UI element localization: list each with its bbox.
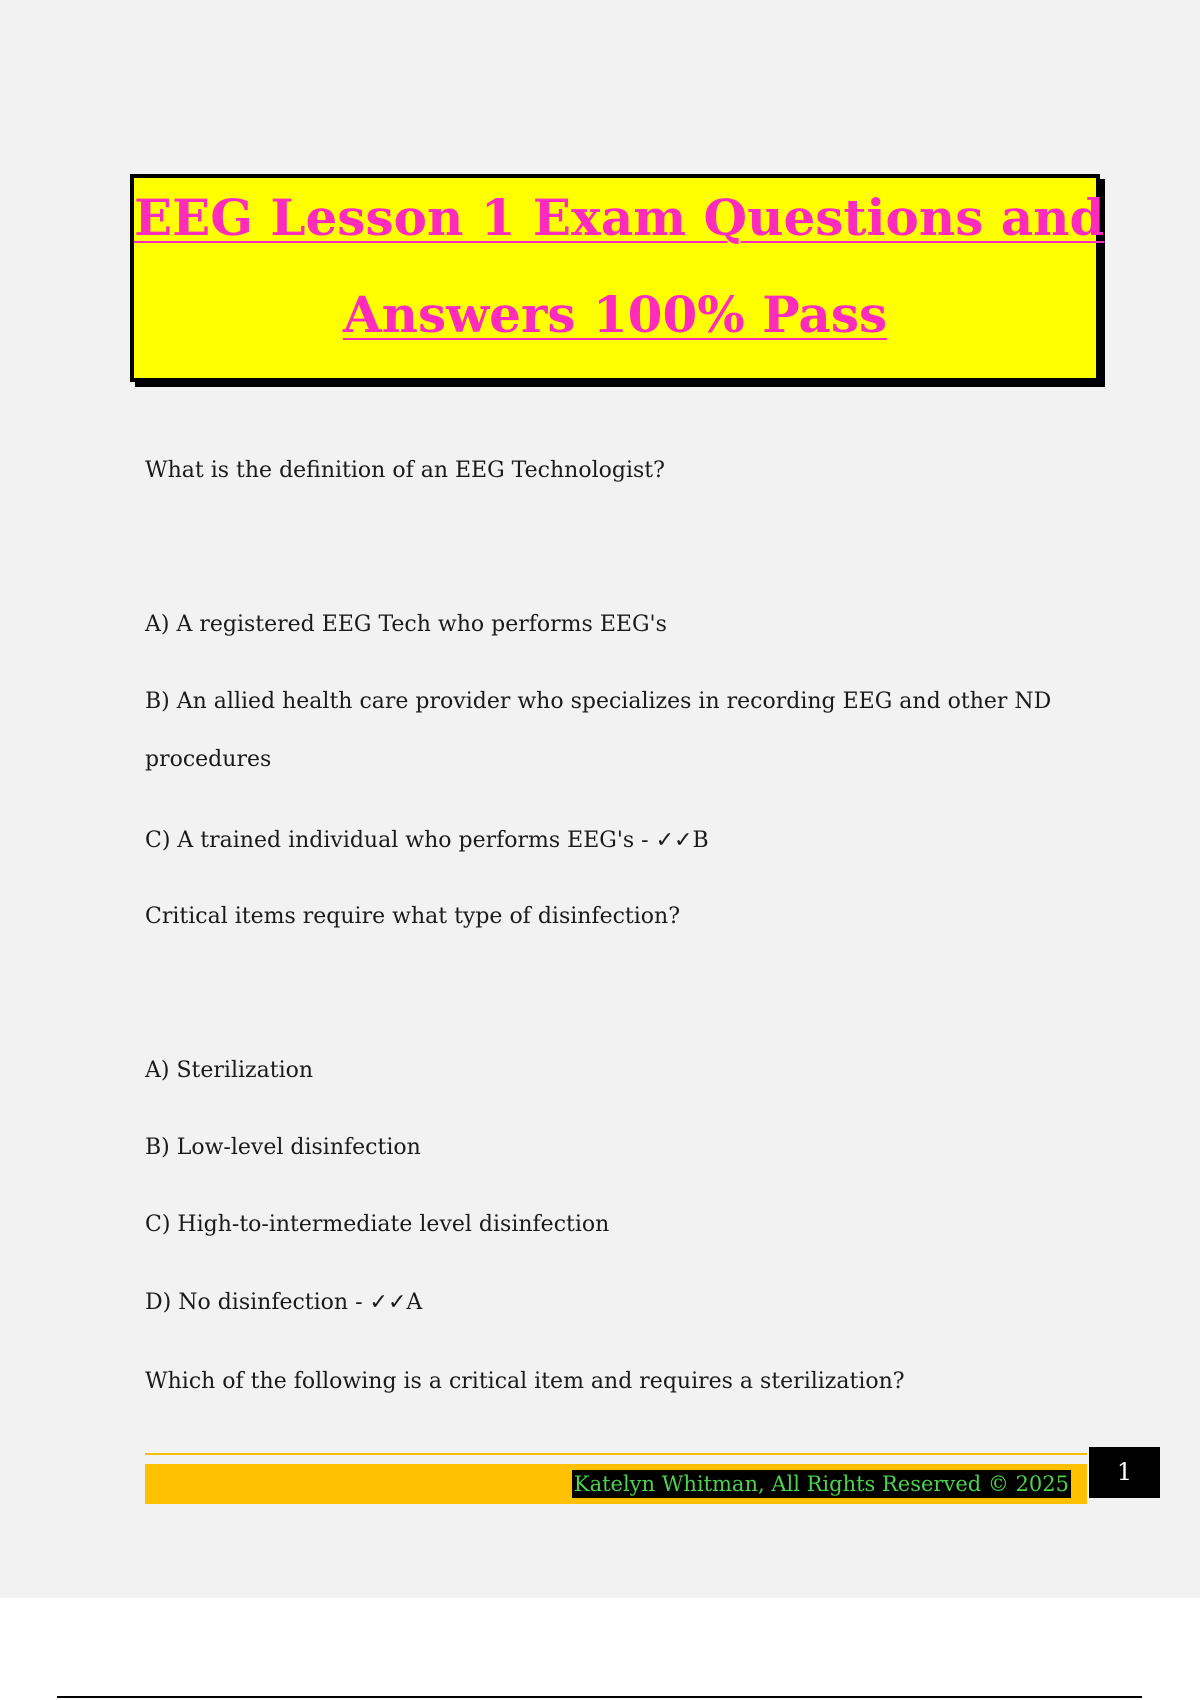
page-number: 1 <box>1089 1447 1160 1498</box>
footer-copyright: Katelyn Whitman, All Rights Reserved © 2025 <box>573 1472 1069 1496</box>
question-1-option-a: A) A registered EEG Tech who performs EEG's <box>145 612 667 637</box>
question-1-option-c-answer: C) A trained individual who performs EEG's - ✓✓B <box>145 828 709 853</box>
page-bottom-divider <box>57 1696 1142 1698</box>
document-title-line-2: Answers 100% Pass <box>342 285 888 344</box>
title-banner <box>130 174 1105 382</box>
question-2: Critical items require what type of disinfection? <box>145 904 681 929</box>
question-1-option-b: B) An allied health care provider who specializes in recording EEG and other ND <box>145 689 1052 714</box>
document-title-line-1: EEG Lesson 1 Exam Questions and <box>134 188 1105 247</box>
question-1: What is the definition of an EEG Technologist? <box>145 458 665 483</box>
footer-divider <box>145 1453 1087 1455</box>
question-2-option-d-answer: D) No disinfection - ✓✓A <box>145 1290 423 1315</box>
question-1-option-b-continued: procedures <box>145 747 272 772</box>
question-2-option-b: B) Low-level disinfection <box>145 1135 421 1160</box>
footer-bar <box>145 1464 1087 1504</box>
question-3: Which of the following is a critical item and requires a sterilization? <box>145 1369 905 1394</box>
question-2-option-c: C) High-to-intermediate level disinfection <box>145 1212 610 1237</box>
question-2-option-a: A) Sterilization <box>145 1058 314 1083</box>
